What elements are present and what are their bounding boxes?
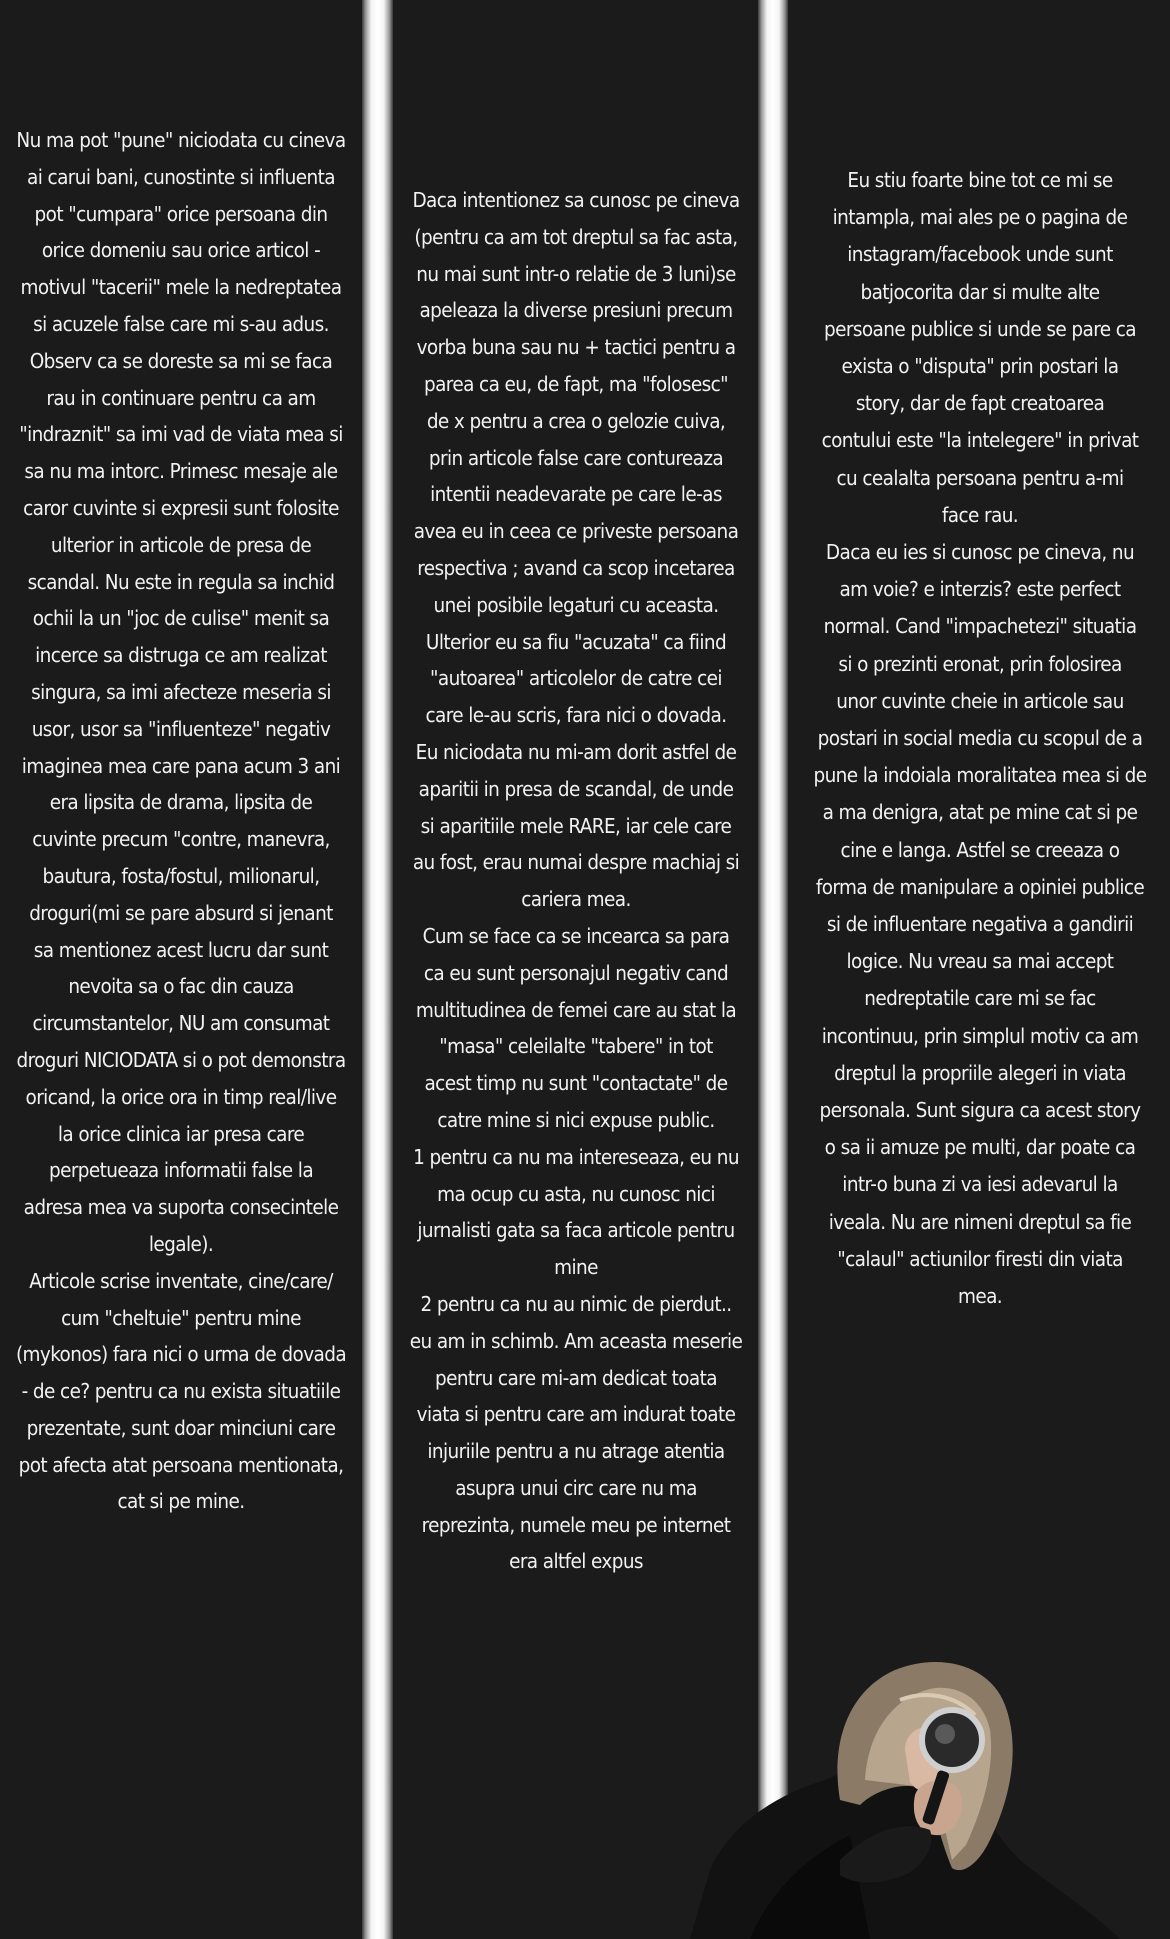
column-divider-left [362, 0, 393, 1939]
right-column-text: Eu stiu foarte bine tot ce mi se intampla, mai ales pe o pagina de instagram/facebook unde sunt batjocorita dar si multe alte persoane publice si unde se pare ca exista o "disputa" prin postari la story, dar de fapt creatoarea contului este "la intelegere" in privat cu cealalta persoana pentru a-mi face rau. Daca eu ies si cunosc pe cineva, nu am voie? e interzis? este perfect normal. Cand "impachetezi" situatia si o prezinti eronat, prin folosirea unor cuvinte cheie in articole sau postari in social media cu scopul de a pune la indoiala moralitatea mea si de a ma denigra, atat pe mine cat si pe cine e langa. Astfel se creeaza o forma de manipulare a opiniei publice si de influentare negativa a gandirii logice. Nu vreau sa mai accept nedreptatile care mi se fac incontinuu, prin simplul motiv ca am dreptul la propriile alegeri in viata personala. Sunt sigura ca acest story o sa ii amuze pe multi, dar poate ca intr-o buna zi va iesi adevarul la iveala. Nu are nimeni dreptul sa fie "calaul" actiunilor firesti din viata mea. [813, 168, 1147, 1309]
middle-column-text: Daca intentionez sa cunosc pe cineva (pentru ca am tot dreptul sa fac asta, nu mai sunt intr-o relatie de 3 luni)se apeleaza la diverse presiuni precum vorba buna sau nu + tactici pentru a parea ca eu, de fapt, ma "folosesc" de x pentru a crea o gelozie cuiva, prin articole false care contureaza intentii neadevarate pe care le-as avea eu in ceea ce priveste persoana respectiva ; avand ca scop incetarea unei posibile legaturi cu aceasta. Ulterior eu sa fiu "acuzata" ca fiind "autoarea" articolelor de catre cei care le-au scris, fara nici o dovada. Eu niciodata nu mi-am dorit astfel de aparitii in presa de scandal, de unde si aparitiile mele RARE, iar cele care au fost, erau numai despre machiaj si cariera mea. Cum se face ca se incearca sa para ca eu sunt personajul negativ cand multitudinea de femei care au stat la "masa" celeilalte "tabere" in tot acest timp nu sunt "contactate" de catre mine si nici expuse public. 1 pentru ca nu ma intereseaza, eu nu ma ocup cu asta, nu cunosc nici jurnalisti gata sa faca articole pentru mine 2 pentru ca nu au nimic de pierdut.. eu am in schimb. Am aceasta meserie pentru care mi-am dedicat toata viata si pentru care am indurat toate injuriile pentru a nu atrage atentia asupra unui circ care nu ma reprezinta, numele meu pe internet era altfel expus [409, 188, 743, 1574]
left-column-text: Nu ma pot "pune" niciodata cu cineva ai carui bani, cunostinte si influenta pot "cumpara" orice persoana din orice domeniu sau orice articol - motivul "tacerii" mele la nedreptatea si acuzele false care mi s-au adus. Observ ca se doreste sa mi se faca rau in continuare pentru ca am "indraznit" sa imi vad de viata mea si sa nu ma intorc. Primesc mesaje ale caror cuvinte si expresii sunt folosite ulterior in articole de presa de scandal. Nu este in regula sa inchid ochii la un "joc de culise" menit sa incerce sa distruga ce am realizat singura, sa imi afecteze meseria si usor, usor sa "influenteze" negativ imaginea mea care pana acum 3 ani era lipsita de drama, lipsita de cuvinte precum "contre, manevra, bautura, fosta/fostul, milionarul, droguri(mi se pare absurd si jenant sa mentionez acest lucru dar sunt nevoita sa o fac din cauza circumstantelor, NU am consumat droguri NICIODATA si o pot demonstra oricand, la orice ora in timp real/live la orice clinica iar presa care perpetueaza informatii false la adresa mea va suporta consecintele legale). Articole scrise inventate, cine/care/ cum "cheltuie" pentru mine (mykonos) fara nici o urma de dovada - de ce? pentru ca nu exista situatiile prezentate, sunt doar minciuni care pot afecta atat persoana mentionata, cat si pe mine. [15, 128, 347, 1514]
woman-with-magnifying-glass-icon [690, 1630, 1160, 1939]
